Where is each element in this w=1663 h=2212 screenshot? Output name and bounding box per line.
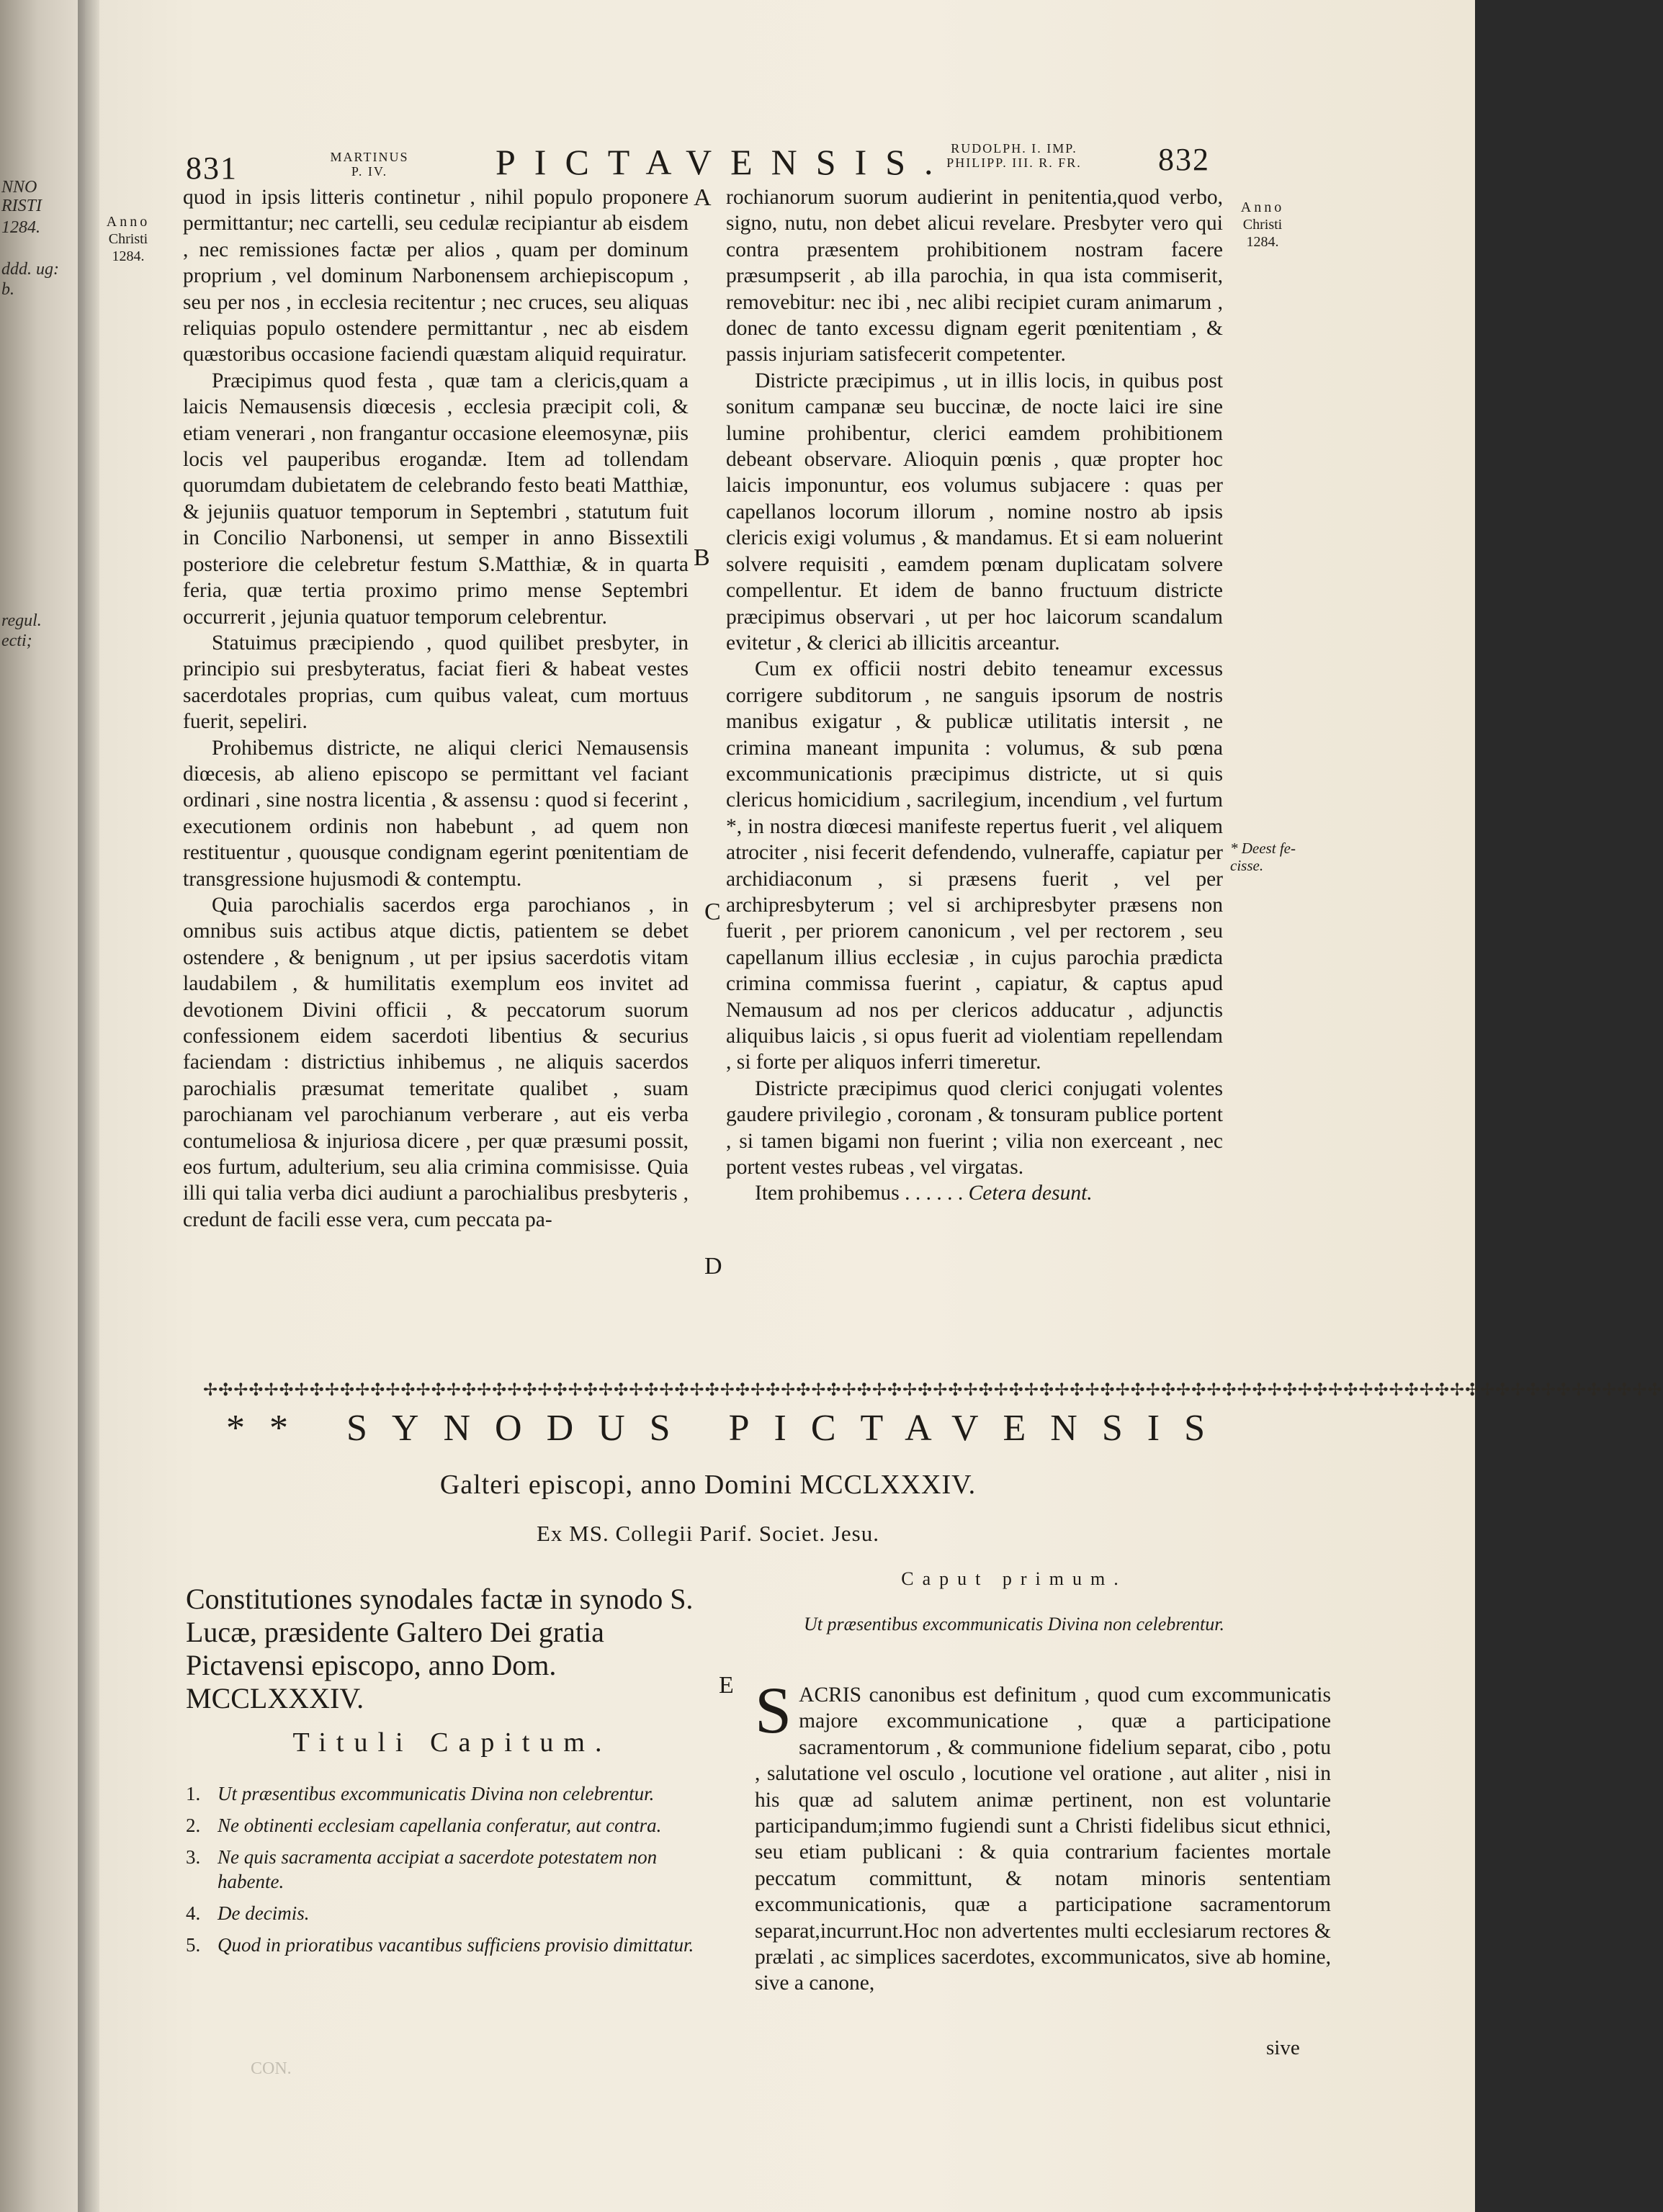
running-title-right — [920, 141, 1108, 170]
caput-heading: Caput primum. — [901, 1568, 1127, 1589]
left-paragraph-2: Præcipimus quod festa , quæ tam a clericis,quam a laicis Nemausensis diœcesis , ecclesia præcipit coli, & etiam venerari , non frangantur occasione eleemosynæ, piis locis vel pauperibus erogandæ. Item ad tollendam quorumdam dubietatem de celebrando festo beati Matthiæ, & jejuniis quatuor temporum in Septembri , statutum fuit in Concilio Narbonensi, ut semper in anno Bissextili posteriore die celebretur festum S.Matthiæ, & in quarta feria, quæ tertia proximo primo mense Septembri occurrerit , jejunia quatuor temporum celebrentur. — [183, 369, 689, 629]
side-note-left-top: Anno — [106, 214, 151, 230]
facing-page-line: regul. — [1, 611, 42, 630]
tituli-item — [186, 1781, 719, 1806]
tituli-item — [186, 1813, 719, 1838]
tituli-item-text: Ut præsentibus excommunicatis Divina non celebrentur. — [218, 1783, 655, 1804]
side-note-right-line2: 1284. — [1246, 234, 1279, 250]
tituli-item — [186, 1933, 719, 1957]
facing-page-line: b. — [1, 280, 14, 299]
left-paragraph-3: Statuimus præcipiendo , quod quilibet presbyter, in principio sui presbyteratus, faciat fieri & habeat vestes sacerdotales proprias, cum quibus valeat, cum mortuus fuerit, sepeliri. — [183, 631, 689, 734]
right-paragraph-3: Cum ex officii nostri debito teneamur excessus corrigere subditorum , ne sanguis ipsorum de nostris manibus exigatur , & publicæ utilitatis intersit , ne crimina maneant impunita : volumus, & sub pœna excommunicationis præcipimus districte, ut si quis clericus homicidium , sacrilegium, incendium , vel furtum *, in nostra diœcesi manifeste repertus fuerit , vel aliquem atrociter , nisi fecerit defendendo, vulneraffe, capiatur per archidiaconum , si præsens fuerit , vel per archipresbyterum ; vel si archipresbyter præsens non fuerit , per priorem canonicum , vel per rectorem , seu capellanum illius ecclesiæ , in cujus parochia prædicta crimina commissa fuerint , capiatur, & captus apud Nemausum ad nos per clericos adducatur , adjunctis aliquibus laicis , si opus fuerit ad violentiam repellendam , si forte per aliquos inferri timeretur. — [726, 657, 1223, 1074]
section-marker-e: E — [719, 1672, 734, 1699]
side-note-year-left — [92, 213, 164, 265]
right-paragraph-4: Districte præcipimus quod clerici conjugati volentes gaudere privilegio , coronam , & tonsuram publice portent , si tamen bigami non fuerint ; vilia non exerceant , nec portent vestes rubeas , vel virgatas. — [726, 1076, 1223, 1179]
running-title-right-line1: RUDOLPH. I. IMP. — [951, 141, 1077, 156]
tituli-item-number: 2. — [186, 1815, 201, 1836]
right-column — [726, 184, 1223, 1207]
drop-cap: S — [755, 1673, 792, 1747]
side-note-right-top: Anno — [1240, 199, 1285, 215]
right-paragraph-2: Districte præcipimus , ut in illis locis, in quibus post sonitum campanæ seu buccinæ, de nocte laici ire sine lumine prohibentur, clerici eamdem prohibitionem debeant observare. Alioquin pœnis , quæ propter hoc laicis imponuntur, eos volumus subjacere : quas per capellanos locorum illorum , nomine nostro ab ipsis clericis exigi volumus , & mandamus. Et si eam noluerint solvere requisiti , eamdem pœnam duplicatam solvere compellentur. Et idem de banno fructuum districte præcipimus observari , ut per hoc laicorum scandalum evitetur , & clerici ab illicitis arceantur. — [726, 369, 1223, 655]
facing-page-line: 1284. — [1, 218, 40, 237]
right-paragraph-5 — [726, 1180, 1223, 1206]
tituli-item-number: 1. — [186, 1783, 201, 1804]
tituli-item-text: Ne quis sacramenta accipiat a sacerdote potestatem non habente. — [218, 1846, 658, 1892]
margin-note-deest: * Deest fe- cisse. — [1230, 840, 1296, 874]
cetera-desunt: Cetera desunt. — [968, 1182, 1093, 1205]
synod-source: Ex MS. Collegii Parif. Societ. Jesu. — [536, 1521, 879, 1546]
tituli-item-number: 4. — [186, 1902, 201, 1924]
facing-page-line: RISTI — [1, 197, 42, 215]
tituli-item-number: 5. — [186, 1934, 201, 1956]
synod-subtitle: Galteri episcopi, anno Domini MCCLXXXIV. — [439, 1470, 977, 1500]
section-marker-c: C — [704, 899, 721, 925]
caput-body — [755, 1673, 1331, 1997]
item-prohibemus: Item prohibemus . . . . . . — [755, 1182, 964, 1205]
side-note-left-line1: Christi — [108, 231, 148, 247]
tituli-item-text: De decimis. — [218, 1902, 310, 1924]
left-paragraph-1: quod in ipsis litteris continetur , nihil populo proponere permittantur; nec cartelli, seu cedulæ recipiantur ab eisdem , nec remissiones factæ per alios , quam per dominum proprium , vel dominum Narbonensem archiepiscopum , seu per nos , in ecclesia recitentur ; nec cruces, seu aliquas reliquias populo ostendere permittantur , nec ab eisdem quæstoribus occasione faciendi quæstam aliquid requiratur. — [183, 186, 689, 367]
book-page — [85, 0, 1663, 2212]
tituli-item-text: Ne obtinenti ecclesiam capellania conferatur, aut contra. — [218, 1815, 662, 1836]
page-header-title: PICTAVENSIS. — [496, 142, 952, 182]
synod-title: ** SYNODUS PICTAVENSIS — [226, 1408, 1229, 1449]
page-gutter-shadow — [78, 0, 99, 2212]
left-paragraph-4: Prohibemus districte, ne aliqui clerici Nemausensis diœcesis, ab alieno episcopo se permittant vel faciant ordinari , sine nostra licentia , & assensu : quod si fecerint , executionem ordinis non habebunt , ad quem non restituentur , quousque condignam egerint pœnitentiam de transgressione hujusmodi & contemptu. — [183, 736, 689, 891]
side-note-left-line2: 1284. — [112, 248, 145, 264]
section-marker-d: D — [704, 1253, 722, 1280]
ornamental-rule: ✢✣✢✣✢✣✢✣✢✣✢✣✢✣✢✣✢✣✢✣✢✣✢✣✢✣✢✣✢✣✢✣✢✣✢✣✢✣✢✣✢✣✢✣✢✣✢✣✢✣✢✣✢✣✢✣✢✣✢✣✢✣✢✣✢✣✢✣✢✣✢✣✢✣✢✣✢✣✢✣✢✣✢✣✢✣✢✣✢✣✢✣✢✣✢✣ — [203, 1381, 1663, 1400]
side-note-year-right — [1223, 199, 1302, 251]
side-note-right-line1: Christi — [1242, 217, 1283, 233]
facing-page-line: ecti; — [1, 631, 32, 650]
bleed-through-text: CON. — [251, 2059, 292, 2078]
running-title-left-line1: MARTINUS — [330, 150, 409, 164]
constitutiones-heading: Constitutiones synodales factæ in synodo S. Lucæ, præsidente Galtero Dei gratia Pictavensi episcopo, anno Dom. MCCLXXXIV. — [186, 1583, 694, 1714]
tituli-item-text: Quod in prioratibus vacantibus sufficiens provisio dimittatur. — [218, 1934, 694, 1956]
tituli-capitum-heading: Tituli Capitum. — [292, 1727, 612, 1758]
facing-page-line: NNO — [1, 178, 37, 197]
tituli-item — [186, 1845, 719, 1894]
left-paragraph-5: Quia parochialis sacerdos erga parochianos , in omnibus suis actibus atque dictis, patientem se debet ostendere , & benignum , ut per ipsius sacerdotis vitam laudabilem , & humilitatis exemplum eos invitet ad devotionem Divini officii , & peccatorum suorum confessionem eidem sacerdoti libentius & securius faciendam : districtius inhibemus , ne aliquis sacerdos parochialis præsumat temeritate qualibet , suam parochianam vel parochianum verberare , aut eis verba contumeliosa & injuriosa dicere , per quæ præsumi possit, eos furtum, adulterium, seu alia crimina commisisse. Quia illi qui talia verba dici audiunt a parochialibus presbyteris , credunt de facili esse vera, cum peccata pa- — [183, 893, 689, 1231]
section-marker-b: B — [694, 544, 710, 571]
tituli-item-number: 3. — [186, 1846, 201, 1868]
caput-subheading: Ut præsentibus excommunicatis Divina non celebrentur. — [804, 1614, 1224, 1635]
running-title-left-line2: P. IV. — [351, 164, 388, 179]
section-marker-a: A — [694, 184, 712, 211]
left-column — [183, 184, 689, 1233]
facing-page-strip — [0, 0, 85, 2212]
caput-text: ACRIS canonibus est definitum , quod cum excommunicatis majore excommunicatione , quæ a participatione sacramentorum , & communione fidelium separat, cibo , potu , salutatione vel osculo , locutione vel oratione , aut aliter , nisi in his quæ ad salutem animæ pertinent, non est voluntarie participandum;immo fugiendi sunt a Christi fidelibus sicut ethnici, seu etiam publicani : & quia contrarium facientes mortale peccatum committunt, & notam minoris sententiam excommunicationis, quæ a participatione sacramentorum separat,incurrunt.Hoc non advertentes multi ecclesiarum rectores & prælati , ac simplices sacerdotes, excommunicatos, sive ab homine, sive a canone, — [755, 1683, 1331, 1995]
page-number-right: 832 — [1158, 142, 1210, 177]
running-title-left — [315, 150, 423, 179]
catchword: sive — [1266, 2036, 1300, 2059]
tituli-list — [186, 1781, 719, 1964]
tituli-item — [186, 1901, 719, 1925]
facing-page-line: ddd. ug: — [1, 260, 59, 279]
running-title-right-line2: PHILIPP. III. R. FR. — [946, 156, 1082, 170]
page-number-left: 831 — [186, 150, 238, 186]
right-paragraph-1: rochianorum suorum audierint in penitentia,quod verbo, signo, nutu, non debet alicui revelare. Presbyter vero qui contra præsentem prohibitionem nostram facere præsumpserit , ab illa parochia, in qua ista commiserit, removebitur: nec ibi , nec alibi recipiet curam animarum , donec de tanto excessu dignam egerit pœnitentiam , & passis injuriam satisfecerit competenter. — [726, 186, 1223, 367]
